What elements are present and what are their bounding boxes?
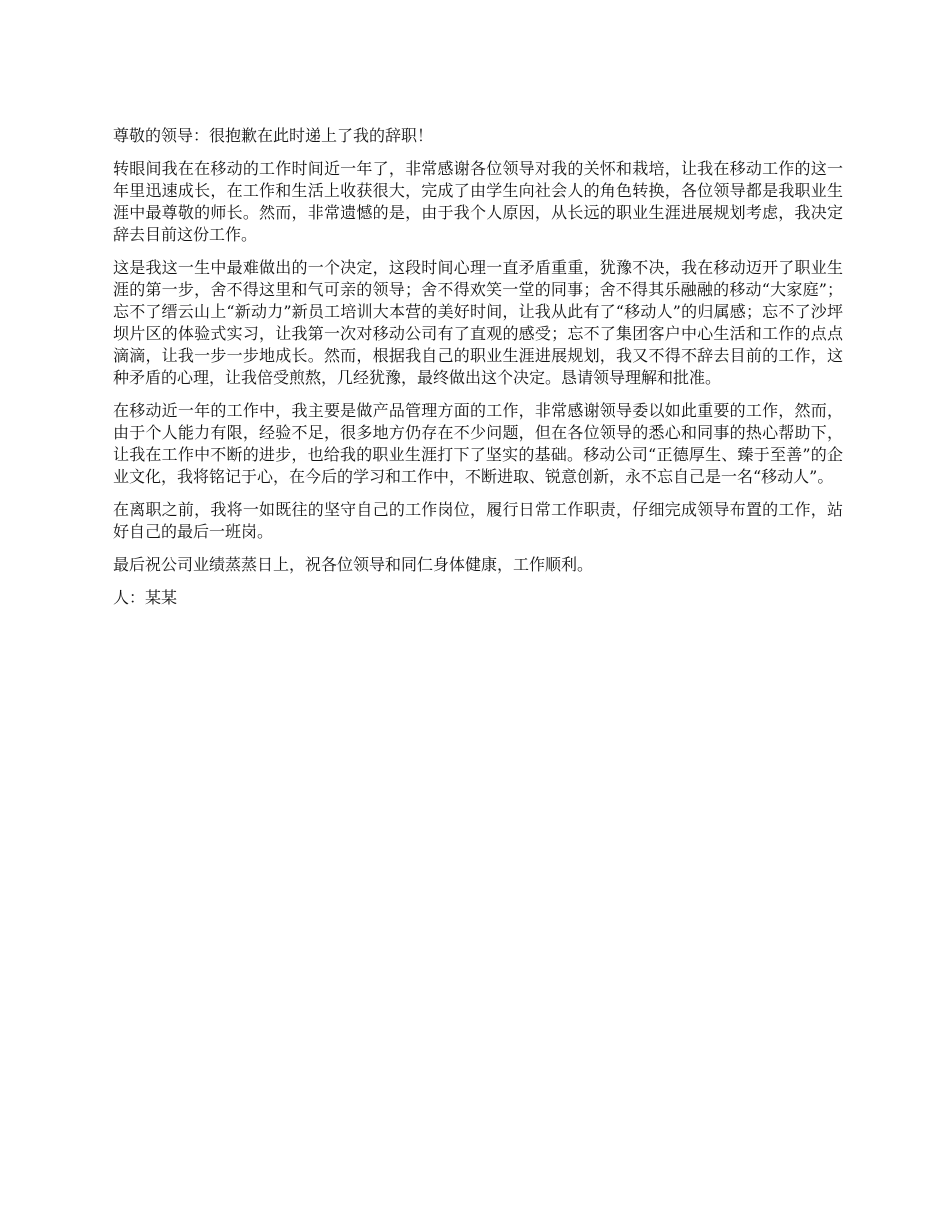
paragraph-1: 转眼间我在在移动的工作时间近一年了，非常感谢各位领导对我的关怀和栽培，让我在移动工作的这一年里迅速成长，在工作和生活上收获很大，完成了由学生向社会人的角色转换，各位领导都是我职业生涯中最尊敬的师长。然而，非常遗憾的是，由于我个人原因，从长远的职业生涯进展规划考虑，我决定辞去目前这份工作。 [113, 159, 843, 244]
paragraph-2: 这是我这一生中最难做出的一个决定，这段时间心理一直矛盾重重，犹豫不决，我在移动迈开了职业生涯的第一步，舍不得这里和气可亲的领导；舍不得欢笑一堂的同事；舍不得其乐融融的移动“大家庭”；忘不了缙云山上“新动力”新员工培训大本营的美好时间，让我从此有了“移动人”的归属感；忘不了沙坪坝片区的体验式实习，让我第一次对移动公司有了直观的感受；忘不了集团客户中心生活和工作的点点滴滴，让我一步一步地成长。然而，根据我自己的职业生涯进展规划，我又不得不辞去目前的工作，这种矛盾的心理，让我倍受煎熬，几经犹豫，最终做出这个决定。恳请领导理解和批准。 [113, 258, 843, 387]
document-body [113, 125, 843, 620]
greeting-line: 尊敬的领导：很抱歉在此时递上了我的辞职！ [113, 126, 434, 145]
signature-line: 人：某某 [113, 588, 178, 607]
paragraph-3: 在移动近一年的工作中，我主要是做产品管理方面的工作，非常感谢领导委以如此重要的工作，然而，由于个人能力有限，经验不足，很多地方仍存在不少问题，但在各位领导的悉心和同事的热心帮助下，让我在工作中不断的进步，也给我的职业生涯打下了坚实的基础。移动公司“正德厚生、臻于至善”的企业文化，我将铭记于心，在今后的学习和工作中，不断进取、锐意创新，永不忘自己是一名“移动人”。 [113, 401, 843, 486]
paragraph-5: 最后祝公司业绩蒸蒸日上，祝各位领导和同仁身体健康，工作顺利。 [113, 555, 594, 574]
paragraph-4: 在离职之前，我将一如既往的坚守自己的工作岗位，履行日常工作职责，仔细完成领导布置的工作，站好自己的最后一班岗。 [113, 500, 843, 541]
